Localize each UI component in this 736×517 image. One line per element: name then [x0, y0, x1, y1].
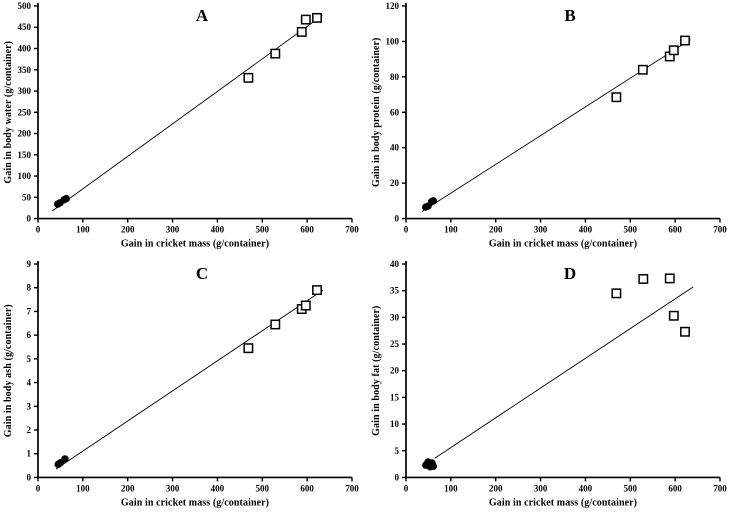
- trendline: [422, 40, 690, 212]
- y-tick-label: 50: [22, 192, 32, 203]
- data-point-open-square: [666, 274, 674, 282]
- trendline: [435, 287, 693, 458]
- x-tick-label: 700: [345, 483, 359, 494]
- x-tick-label: 500: [255, 224, 270, 235]
- x-tick-label: 400: [578, 224, 593, 235]
- y-tick-label: 100: [17, 171, 32, 182]
- panel-D: [368, 258, 736, 517]
- y-tick-label: 10: [390, 419, 399, 430]
- y-tick-label: 5: [394, 445, 399, 456]
- y-axis-title: Gain in body water (g/container): [2, 40, 15, 184]
- y-tick-label: 0: [394, 472, 399, 483]
- x-tick-label: 500: [623, 483, 638, 494]
- y-tick-label: 350: [17, 64, 32, 75]
- y-tick-label: 3: [26, 401, 31, 412]
- y-tick-label: 100: [385, 36, 399, 47]
- trendline: [56, 290, 323, 469]
- x-tick-label: 700: [713, 224, 727, 235]
- y-axis-title: Gain in body fat (g/container): [371, 305, 382, 436]
- data-point-open-square: [612, 289, 620, 297]
- x-tick-label: 200: [488, 483, 503, 494]
- data-point-open-square: [313, 14, 321, 22]
- x-tick-label: 700: [713, 483, 727, 494]
- y-tick-label: 35: [390, 285, 399, 296]
- y-tick-label: 450: [17, 22, 32, 33]
- x-tick-label: 200: [120, 224, 135, 235]
- x-tick-label: 200: [488, 224, 503, 235]
- x-axis-title: Gain in cricket mass (g/container): [488, 497, 638, 509]
- trendline: [52, 15, 322, 211]
- x-tick-label: 300: [533, 224, 548, 235]
- y-tick-label: 0: [26, 472, 31, 483]
- data-point-open-square: [298, 28, 306, 36]
- data-point-open-square: [244, 74, 252, 82]
- y-tick-label: 25: [390, 339, 399, 350]
- data-point-filled-circle: [430, 197, 437, 204]
- x-tick-label: 0: [403, 224, 409, 235]
- x-tick-label: 600: [300, 483, 314, 494]
- x-tick-label: 500: [255, 483, 270, 494]
- data-point-open-square: [670, 46, 678, 54]
- data-point-open-square: [681, 36, 689, 44]
- data-point-open-square: [271, 320, 279, 328]
- y-tick-label: 0: [26, 213, 32, 224]
- data-point-filled-circle: [61, 455, 68, 462]
- y-tick-label: 80: [390, 71, 399, 82]
- panel-letter: C: [195, 264, 209, 284]
- data-point-open-square: [612, 93, 620, 101]
- panel-letter: D: [563, 264, 577, 284]
- x-tick-label: 500: [623, 224, 638, 235]
- panel-letter: B: [564, 5, 576, 25]
- data-point-open-square: [271, 49, 279, 57]
- x-tick-label: 300: [165, 224, 180, 235]
- panel-B: [368, 0, 736, 258]
- x-tick-label: 300: [165, 483, 180, 494]
- y-tick-label: 20: [390, 178, 399, 189]
- data-point-open-square: [670, 312, 678, 320]
- x-tick-label: 200: [120, 483, 135, 494]
- x-tick-label: 100: [76, 224, 90, 235]
- y-tick-label: 250: [17, 107, 32, 118]
- panel-C: [0, 258, 368, 517]
- x-tick-label: 100: [76, 483, 90, 494]
- y-tick-label: 120: [385, 0, 399, 11]
- chart-C: [0, 258, 368, 517]
- x-tick-label: 100: [444, 483, 458, 494]
- chart-D: [368, 258, 736, 517]
- y-tick-label: 15: [390, 392, 399, 403]
- x-tick-label: 400: [578, 483, 593, 494]
- y-axis-title: Gain in body ash (g/container): [3, 304, 14, 438]
- y-tick-label: 6: [26, 330, 31, 341]
- y-tick-label: 4: [26, 377, 31, 388]
- y-tick-label: 40: [390, 259, 399, 270]
- x-axis-title: Gain in cricket mass (g/container): [120, 238, 270, 250]
- x-axis-title: Gain in cricket mass (g/container): [120, 497, 270, 509]
- y-tick-label: 40: [390, 142, 399, 153]
- y-tick-label: 8: [26, 282, 31, 293]
- x-tick-label: 400: [210, 483, 225, 494]
- y-tick-label: 400: [17, 43, 32, 54]
- y-tick-label: 20: [390, 365, 399, 376]
- data-point-open-square: [639, 275, 647, 283]
- y-tick-label: 1: [26, 448, 31, 459]
- panel-A: [0, 0, 368, 258]
- x-tick-label: 700: [345, 224, 359, 235]
- x-tick-label: 600: [300, 224, 314, 235]
- y-tick-label: 200: [17, 128, 32, 139]
- y-tick-label: 500: [17, 0, 32, 11]
- x-tick-label: 300: [533, 483, 548, 494]
- data-point-filled-circle: [430, 463, 437, 470]
- x-tick-label: 100: [444, 224, 458, 235]
- y-tick-label: 2: [26, 424, 31, 436]
- x-tick-label: 600: [668, 224, 682, 235]
- panel-letter: A: [195, 5, 209, 25]
- y-tick-label: 300: [17, 86, 32, 97]
- x-tick-label: 400: [210, 224, 225, 235]
- x-tick-label: 600: [668, 483, 682, 494]
- y-tick-label: 7: [26, 306, 31, 317]
- y-tick-label: 60: [390, 107, 399, 118]
- data-point-open-square: [639, 66, 647, 74]
- data-point-open-square: [681, 328, 689, 336]
- data-point-filled-circle: [63, 195, 70, 202]
- y-tick-label: 150: [17, 149, 32, 160]
- y-tick-label: 0: [394, 213, 399, 224]
- y-tick-label: 5: [26, 353, 31, 364]
- data-point-open-square: [313, 286, 321, 294]
- axes: [406, 3, 720, 219]
- data-point-open-square: [302, 15, 310, 23]
- x-tick-label: 0: [35, 483, 41, 494]
- chart-B: [368, 0, 736, 258]
- chart-A: [0, 0, 368, 258]
- y-tick-label: 9: [26, 259, 31, 270]
- axes: [406, 261, 720, 477]
- axes: [38, 261, 352, 477]
- data-point-open-square: [244, 344, 252, 352]
- y-tick-label: 30: [390, 312, 399, 323]
- x-axis-title: Gain in cricket mass (g/container): [488, 238, 638, 250]
- y-axis-title: Gain in body protein (g/container): [370, 37, 383, 188]
- x-tick-label: 0: [403, 483, 409, 494]
- data-point-open-square: [302, 301, 310, 309]
- x-tick-label: 0: [35, 224, 41, 235]
